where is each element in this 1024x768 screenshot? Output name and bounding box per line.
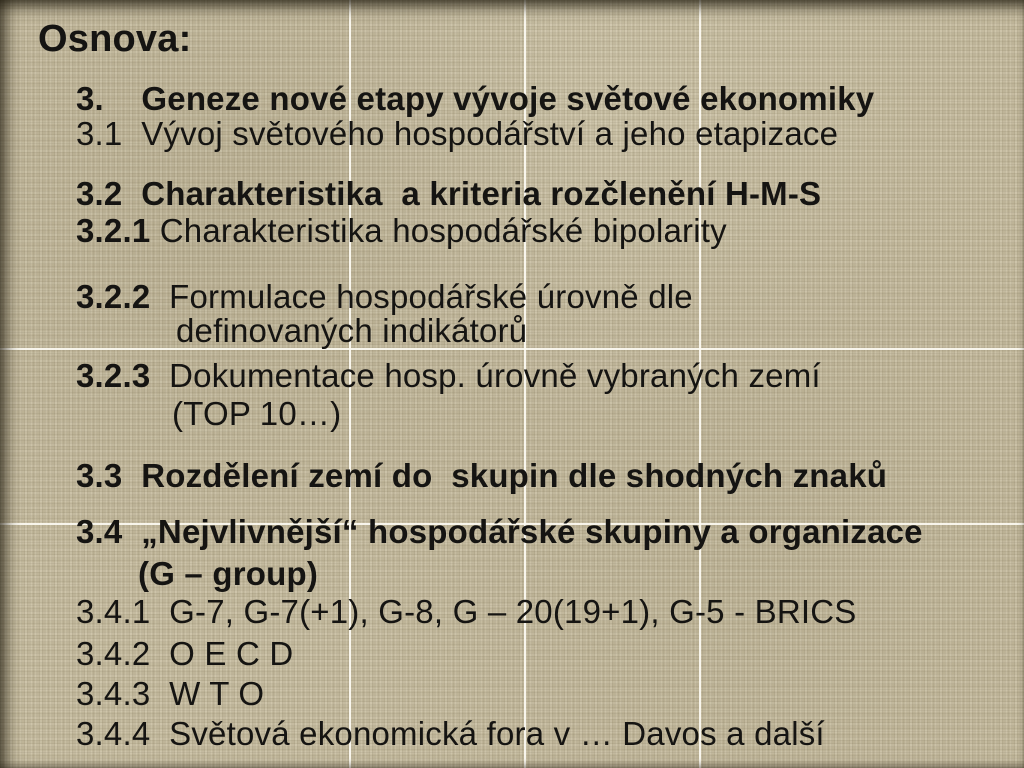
outline-row-item-3-1 <box>76 117 838 150</box>
outline-row-item-3-1-segment-1: 3.1 Vývoj světového hospodářství a jeho etapizace <box>76 115 839 152</box>
outline-row-item-3-2-1-segment-2: Charakteristika hospodářské bipolarity <box>150 212 727 249</box>
outline-row-item-3-2 <box>76 177 821 210</box>
outline-row-item-3-segment-1: 3. Geneze nové etapy vývoje světové ekonomiky <box>76 80 875 117</box>
outline-row-item-3-4-4-segment-1: 3.4.4 Světová ekonomická fora v … Davos a další <box>76 715 825 752</box>
outline-row-item-3-4-1-segment-1: 3.4.1 G-7, G-7(+1), G-8, G – 20(19+1), G-5 - BRICS <box>76 593 857 630</box>
outline-row-item-3-3 <box>76 459 887 492</box>
outline-row-item-3 <box>76 82 874 115</box>
outline-row-item-3-2-2-segment-2: Formulace hospodářské úrovně dle <box>150 278 693 315</box>
outline-row-item-3-4-4 <box>76 717 825 750</box>
outline-row-item-3-4-3 <box>76 677 264 710</box>
outline-row-item-3-2-3-segment-1: 3.2.3 <box>76 357 151 394</box>
outline-row-item-3-2-3-cont-segment-1: (TOP 10…) <box>172 395 342 432</box>
outline-row-item-3-4-2-segment-1: 3.4.2 O E C D <box>76 635 294 672</box>
outline-row-item-3-4-cont-segment-1: (G – group) <box>138 555 319 592</box>
outline-row-item-3-2-3-segment-2: Dokumentace hosp. úrovně vybraných zemí <box>150 357 821 394</box>
outline-row-item-3-2-1 <box>76 214 727 247</box>
outline-row-item-3-2-2-cont-segment-1: definovaných indikátorů <box>176 312 528 349</box>
outline-row-item-3-2-1-segment-1: 3.2.1 <box>76 212 151 249</box>
outline-row-heading-osnova <box>38 20 191 58</box>
outline-row-item-3-2-segment-1: 3.2 Charakteristika a kriteria rozčlenění H-M-S <box>76 175 822 212</box>
outline-row-item-3-2-3 <box>76 359 821 392</box>
outline-row-item-3-2-2-cont <box>176 314 527 347</box>
outline-row-item-3-2-3-cont <box>172 397 341 430</box>
outline-row-item-3-4-cont <box>138 557 318 590</box>
outline-row-heading-osnova-segment-1: Osnova: <box>38 18 192 60</box>
outline-row-item-3-3-segment-1: 3.3 Rozdělení zemí do skupin dle shodných znaků <box>76 457 888 494</box>
outline-row-item-3-4 <box>76 515 923 548</box>
outline-row-item-3-4-2 <box>76 637 293 670</box>
outline-row-item-3-2-2-segment-1: 3.2.2 <box>76 278 151 315</box>
outline-row-item-3-2-2 <box>76 280 693 313</box>
outline-row-item-3-4-1 <box>76 595 856 628</box>
outline-row-item-3-4-segment-1: 3.4 „Nejvlivnější“ hospodářské skupiny a organizace <box>76 513 923 550</box>
outline-row-item-3-4-3-segment-1: 3.4.3 W T O <box>76 675 265 712</box>
